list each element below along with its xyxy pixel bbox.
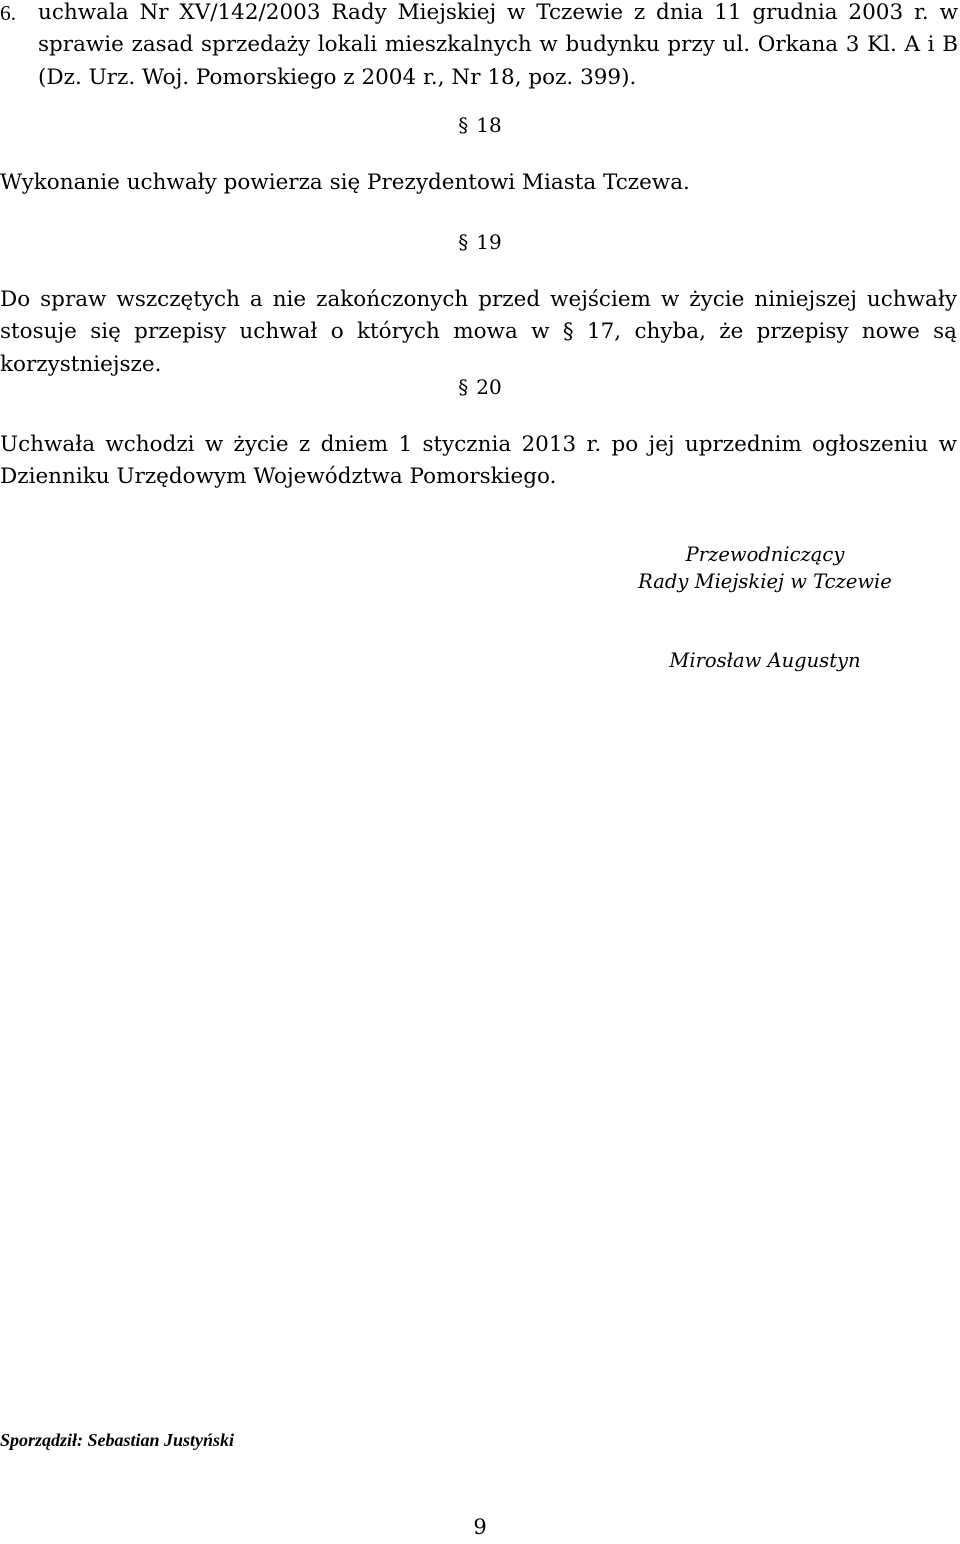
- prepared-by: Sporządził: Sebastian Justyński: [0, 1430, 235, 1450]
- signature-title-line2: Rady Miejskiej w Tczewie: [638, 570, 892, 593]
- section-number: 20: [476, 375, 502, 399]
- section-19-text-after: 17, chyba, że przepisy nowe są korzystniejsze.: [0, 319, 957, 377]
- section-19-text: [0, 284, 957, 381]
- list-item-number: 6.: [0, 1, 17, 25]
- section-number: 19: [476, 230, 502, 254]
- signature-title-line1: Przewodniczący: [685, 543, 845, 566]
- section-heading-19: [0, 227, 960, 257]
- list-item-text: uchwala Nr XV/142/2003 Rady Miejskiej w Tczewie z dnia 11 grudnia 2003 r. w sprawie zasad sprzedaży lokali mieszkalnych w budynku przy ul. Orkana 3 Kl. A i B (Dz. Urz. Woj. Pomorskiego z 2004 r., Nr 18, poz. 399).: [38, 0, 958, 90]
- section-symbol-inline: §: [562, 319, 574, 345]
- section-symbol: §: [458, 113, 469, 137]
- list-item: [0, 0, 958, 94]
- section-symbol: §: [458, 230, 469, 254]
- section-number: 18: [476, 113, 502, 137]
- section-18-text: Wykonanie uchwały powierza się Prezydentowi Miasta Tczewa.: [0, 170, 690, 195]
- page-number: 9: [473, 1515, 487, 1539]
- section-20-text: Uchwała wchodzi w życie z dniem 1 stycznia 2013 r. po jej uprzednim ogłoszeniu w Dzienniku Urzędowym Województwa Pomorskiego.: [0, 432, 957, 490]
- signature-name: Mirosław Augustyn: [669, 649, 861, 672]
- section-heading-20: [0, 372, 960, 402]
- section-heading-18: [0, 110, 960, 140]
- section-symbol: §: [458, 375, 469, 399]
- section-19-text-before: Do spraw wszczętych a nie zakończonych przed wejściem w życie niniejszej uchwały stosuje się przepisy uchwał o których mowa w: [0, 287, 957, 345]
